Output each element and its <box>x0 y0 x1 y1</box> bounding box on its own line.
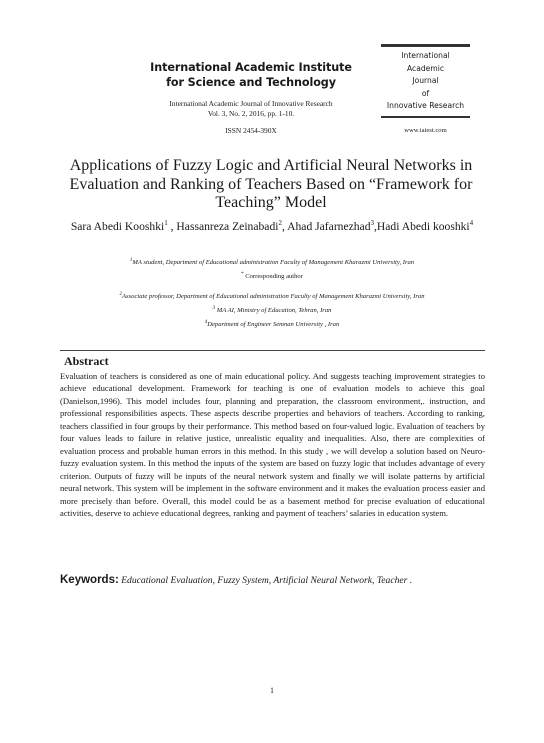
author-sup: 3 <box>370 219 375 227</box>
journal-box-line-4: of <box>421 88 430 98</box>
affiliation-sup: * <box>241 272 244 277</box>
affiliation-text: Corresponding author <box>243 273 303 281</box>
title-line-1: Applications of Fuzzy Logic and Artificial Neural Networks in <box>69 157 473 174</box>
keywords <box>60 570 500 588</box>
title-line-2: Evaluation and Ranking of Teachers Based on “Framework for <box>69 175 473 193</box>
author-name: Hassanreza Zeinabadi <box>176 219 279 233</box>
author-sup: 4 <box>469 219 474 227</box>
affiliation-text: MA AI, Ministry of Education, Tehran, Iran <box>215 307 332 315</box>
journal-logo-box <box>381 44 470 118</box>
author-sep: ,Hadi Abedi kooshki <box>374 219 470 233</box>
author-name: Sara Abedi Kooshki <box>70 219 165 233</box>
keywords-text: Educational Evaluation, Fuzzy System, Artificial Neural Network, Teacher . <box>118 575 413 586</box>
author-list <box>22 219 522 233</box>
keywords-label: Keywords: <box>60 574 119 586</box>
affiliation-1 <box>20 258 524 266</box>
page-number: 1 <box>270 686 274 695</box>
journal-citation-line-2: Vol. 3, No. 2, 2016, pp. 1-10. <box>207 108 295 118</box>
title-line-3: Teaching” Model <box>215 194 327 211</box>
journal-citation <box>150 99 352 118</box>
institute-line-1: International Academic Institute <box>150 61 352 74</box>
journal-box-line-1: International <box>401 51 450 60</box>
abstract-text: Evaluation of teachers is considered as one of main educational policy. And suggests teaching improvement strategies to achieve educational development. Framework for teaching is one of evaluation models to achieve this goal (Danielson,1996). This model includes four, planning and preparation, the classroom environment,. instruction, and professional responsibilities aspects. These aspects describe properties and behaviors of teachers. According to ranking, teachers classified in four groups by their performance. This method based on four-valued logic. Evaluation of teachers by four values leads to failure in relative justice, unrealistic equality and inequalities. Also, there are complexities of evaluation process and probable human errors in this method. In this study , we will develop a solution based on Neuro-fuzzy evaluation system. In this method the inputs of the system are based on fuzzy logic that includes advantage of every criterion. Outputs of fuzzy will be inputs of the neural network system and finally we will isolate patterns by artificial neural network. This system will be implement in the software environment and it makes the evaluation process easier and more precisely than before. Overall, this model could be as a basement method for precise evaluation of educational activities, deserve to achieve educational degrees, ranking and payment of teachers’ salaries in education system. <box>60 371 485 518</box>
journal-box-line-3: Journal <box>412 76 439 85</box>
journal-box-line-2: Academic <box>406 63 445 73</box>
institute-line-2: for Science and Technology <box>166 76 336 89</box>
institute-name <box>150 60 352 90</box>
affiliation-sup: 1 <box>129 258 133 263</box>
affiliation-sup: 2 <box>119 292 122 297</box>
author-sep: , <box>167 219 177 233</box>
author-name: Ahad Jafarnezhad <box>287 219 371 233</box>
journal-url[interactable]: www.iaiest.com <box>404 127 447 134</box>
issn: ISSN 2454-390X <box>225 126 277 135</box>
affiliation-sup: 3 <box>212 306 216 311</box>
affiliation-text: Department of Engineer Semnan University , Iran <box>207 321 340 329</box>
abstract-divider <box>60 350 485 351</box>
affiliation-text: MA student, Department of Educational administration Faculty of Management Kharazmi University, Iran <box>132 259 415 267</box>
abstract-heading: Abstract <box>64 354 109 368</box>
author-sup: 2 <box>278 219 282 227</box>
author-sep: , <box>281 219 288 233</box>
journal-box-line-5: Innovative Research <box>386 101 465 110</box>
affiliation-text: Associate professor, Department of Educational administration Faculty of Management Kharazmi University, Iran <box>122 293 425 301</box>
affiliation-2 <box>20 292 524 300</box>
affiliation-sup: 4 <box>204 320 208 325</box>
affiliation-4 <box>20 320 524 328</box>
paper-title <box>50 157 492 213</box>
author-sup: 1 <box>164 219 168 227</box>
journal-citation-line-1: International Academic Journal of Innovative Research <box>169 99 333 108</box>
corresponding-author-note <box>20 272 524 280</box>
affiliation-3 <box>20 306 524 314</box>
